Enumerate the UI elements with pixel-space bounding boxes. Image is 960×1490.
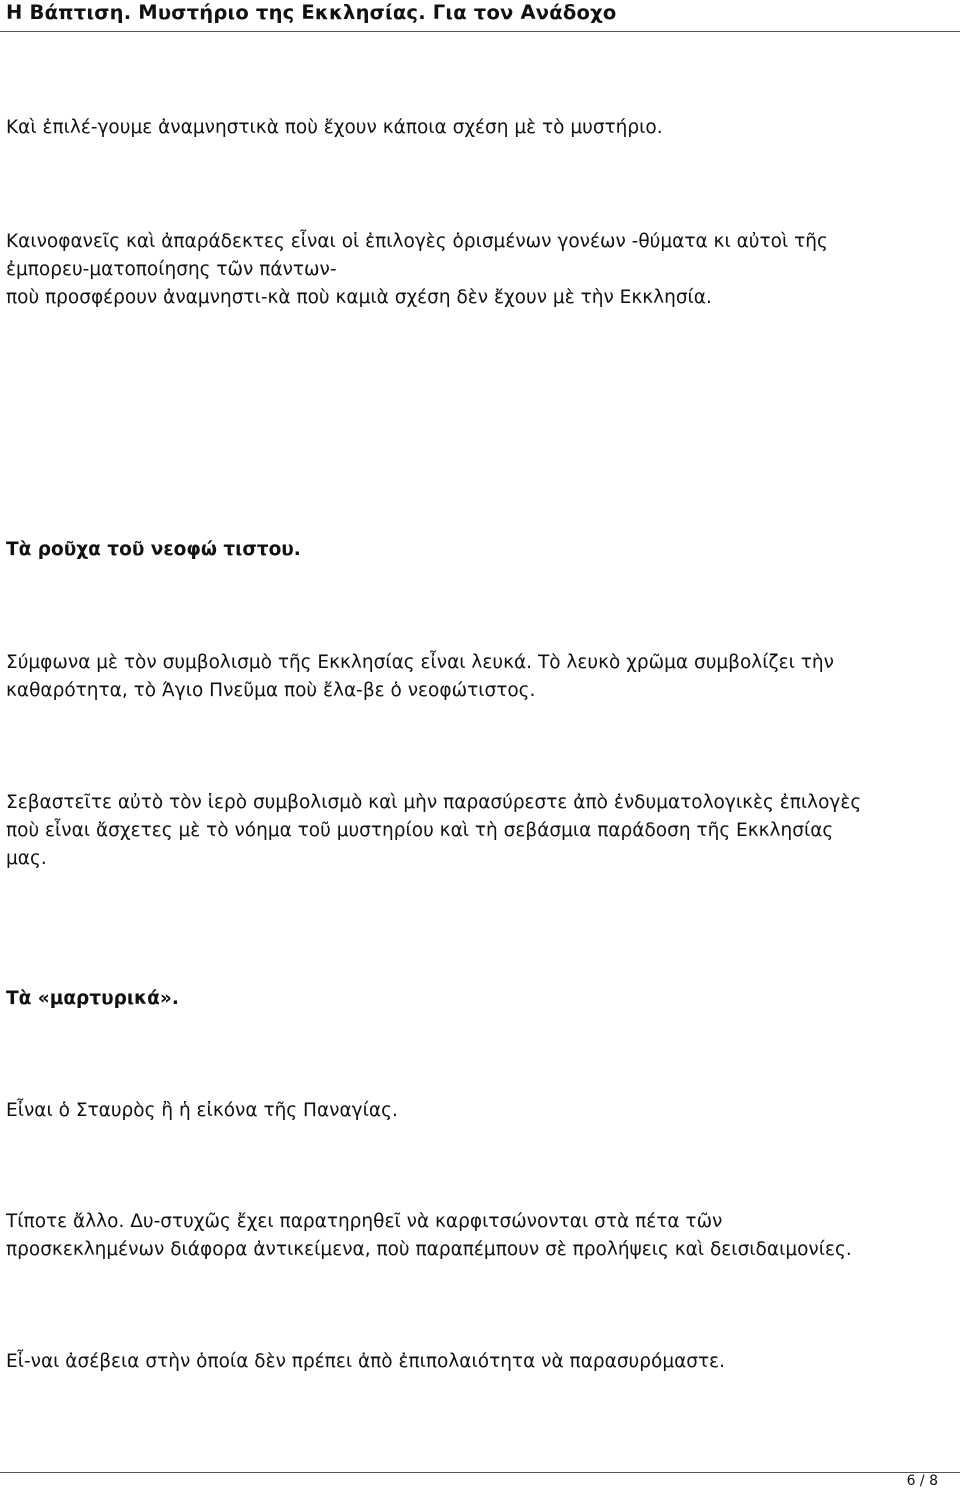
text-line: Σεβαστεῖτε αὐτὸ τὸν ἱερὸ συμβολισμὸ καὶ μὴν παρασύρεστε ἀπὸ ἐνδυματολογικὲς ἐπιλογὲς bbox=[6, 792, 862, 813]
document-header-title: Η Βάπτιση. Μυστήριο της Εκκλησίας. Για τον Ανάδοχο bbox=[6, 1, 617, 24]
page-number: 6 / 8 bbox=[906, 1473, 938, 1489]
text-line: ποὺ προσφέρουν ἀναμνηστι-κὰ ποὺ καμιὰ σχέση δὲν ἔχουν μὲ τὴν Εκκλησία. bbox=[6, 287, 712, 308]
text-line: Εἶ-ναι ἀσέβεια στὴν ὁποία δὲν πρέπει ἀπὸ ἐπιπολαιότητα νὰ παρασυρόμαστε. bbox=[6, 1351, 726, 1372]
text-line: Καινοφανεῖς καὶ ἀπαράδεκτες εἶναι οἱ ἐπιλογὲς ὁρισμένων γονέων -θύματα κι αὐτοὶ τῆς bbox=[6, 231, 828, 252]
text-line: Σύμφωνα μὲ τὸν συμβολισμὸ τῆς Εκκλησίας εἶναι λευκά. Τὸ λευκὸ χρῶμα συμβολίζει τὴν bbox=[6, 652, 834, 673]
text-line: ἐμπορευ-ματοποίησης τῶν πάντων- bbox=[6, 259, 337, 280]
paragraph-unacceptable-choices bbox=[6, 228, 954, 312]
text-line: Τίποτε ἄλλο. Δυ-στυχῶς ἔχει παρατηρηθεῖ νὰ καρφιτσώνονται στὰ πέτα τῶν bbox=[6, 1211, 723, 1232]
paragraph-respect-symbolism bbox=[6, 789, 954, 873]
text-line: Καὶ ἐπιλέ-γουμε ἀναμνηστικὰ ποὺ ἔχουν κάποια σχέση μὲ τὸ μυστήριο. bbox=[6, 117, 663, 138]
section-heading-martyrika: Τὰ «μαρτυρικά». bbox=[6, 988, 179, 1009]
paragraph-keepsakes-intro bbox=[6, 114, 954, 142]
paragraph-cross-or-icon bbox=[6, 1097, 954, 1125]
paragraph-nothing-else bbox=[6, 1208, 954, 1264]
text-line: ποὺ εἶναι ἄσχετες μὲ τὸ νόημα τοῦ μυστηρίου καὶ τὴ σεβάσμια παράδοση τῆς Εκκλησίας bbox=[6, 820, 834, 841]
section-heading-clothes: Τὰ ροῦχα τοῦ νεοφώ τιστου. bbox=[6, 539, 301, 560]
paragraph-irreverence bbox=[6, 1348, 954, 1376]
text-line: προσκεκλημένων διάφορα ἀντικείμενα, ποὺ παραπέμπουν σὲ προλήψεις καὶ δεισιδαιμονίες. bbox=[6, 1239, 852, 1260]
text-line: Εἶναι ὁ Σταυρὸς ἢ ἡ εἰκόνα τῆς Παναγίας. bbox=[6, 1100, 398, 1121]
text-line: καθαρότητα, τὸ Άγιο Πνεῦμα ποὺ ἔλα-βε ὁ νεοφώτιστος. bbox=[6, 680, 536, 701]
footer-divider bbox=[0, 1472, 960, 1473]
text-line: μας. bbox=[6, 848, 47, 869]
paragraph-white-symbolism bbox=[6, 649, 954, 705]
header-divider bbox=[0, 31, 960, 32]
